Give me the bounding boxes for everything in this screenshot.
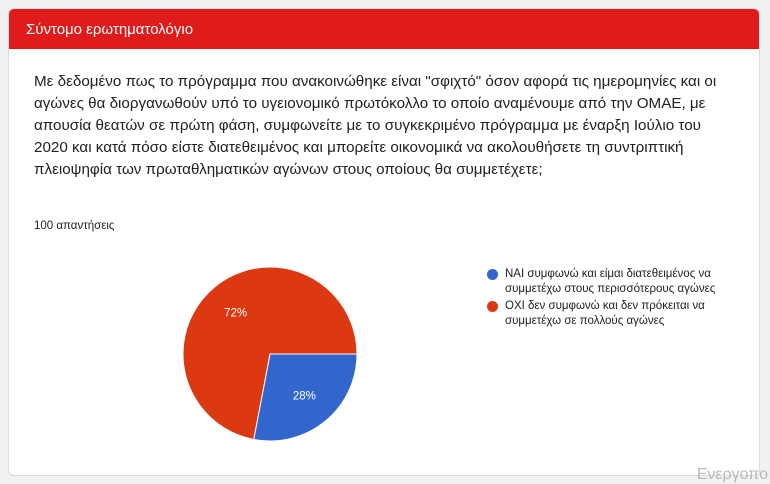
pie-label-no: 72% [224,307,248,320]
response-count: 100 απαντήσεις [34,220,115,232]
legend-label-yes: ΝΑΙ συμφωνώ και είμαι διατεθειμένος να συμμετέχω στους περισσότερους αγώνες [505,268,716,295]
legend-dot-icon [487,301,498,312]
legend-item-yes[interactable] [487,267,727,297]
activate-watermark: Ενεργοπο [696,466,768,483]
pie-chart [9,9,760,476]
legend-item-no[interactable] [487,299,727,329]
chart-legend [487,267,727,331]
legend-dot-icon [487,269,498,280]
response-card [8,8,760,476]
question-text: Με δεδομένο πως το πρόγραμμα που ανακοινώθηκε είναι "σφιχτό" όσον αφορά τις ημερομηνίες και οι αγώνες θα διοργανωθούν υπό το υγειονομικό πρωτόκολλο το οποίο αναμένουμε από την ΟΜΑΕ, με απουσία θεατών σε πρώτη φάση, συμφωνείτε με το συγκεκριμένο πρόγραμμα με έναρξη Ιούλιο του 2020 και κατά πόσο είστε διατεθειμένος και μπορείτε οικονομικά να ακολουθήσετε τη συντριπτική πλειοψηφία των πρωταθληματικών αγώνων στους οποίους θα συμμετέχετε; [34,73,717,178]
pie-label-yes: 28% [292,390,316,403]
legend-label-no: ΟΧΙ δεν συμφωνώ και δεν πρόκειται να συμμετέχω σε πολλούς αγώνες [505,300,705,327]
form-title: Σύντομο ερωτηματολόγιο [26,20,194,38]
